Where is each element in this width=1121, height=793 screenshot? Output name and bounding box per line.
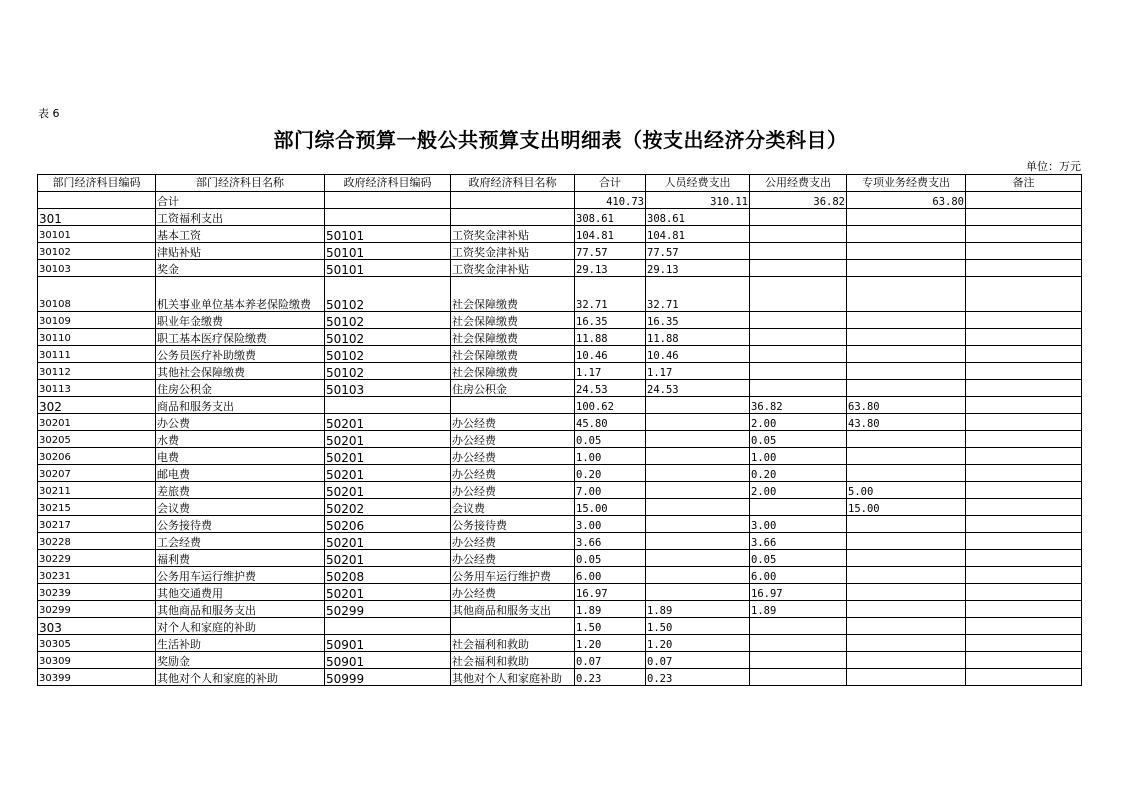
cell-gov-name <box>451 397 575 414</box>
cell-personnel: 10.46 <box>646 346 750 363</box>
cell-name: 基本工资 <box>156 226 325 243</box>
category-row <box>38 397 1082 414</box>
cell-remark <box>966 312 1082 329</box>
cell-code: 30299 <box>38 601 156 618</box>
cell-special <box>847 312 966 329</box>
cell-code: 30309 <box>38 652 156 669</box>
cell-personnel <box>646 567 750 584</box>
cell-public <box>750 618 847 635</box>
cell-name: 工资福利支出 <box>156 209 325 226</box>
cell-special <box>847 533 966 550</box>
cell-remark <box>966 465 1082 482</box>
cell-public: 1.00 <box>750 448 847 465</box>
cell-special <box>847 363 966 380</box>
cell-special: 63.80 <box>847 397 966 414</box>
table-row <box>38 260 1082 277</box>
cell-personnel <box>646 397 750 414</box>
cell-gov-name: 其他商品和服务支出 <box>451 601 575 618</box>
col-header-dept-name: 部门经济科目名称 <box>156 175 325 192</box>
cell-public: 2.00 <box>750 482 847 499</box>
cell-public <box>750 277 847 312</box>
table-row <box>38 652 1082 669</box>
cell-code: 30201 <box>38 414 156 431</box>
table-row <box>38 448 1082 465</box>
cell-remark <box>966 209 1082 226</box>
cell-name: 邮电费 <box>156 465 325 482</box>
cell-gov-name: 社会福利和救助 <box>451 635 575 652</box>
cell-public <box>750 209 847 226</box>
cell-total: 77.57 <box>575 243 646 260</box>
cell-remark <box>966 584 1082 601</box>
cell-gov-name: 办公经费 <box>451 584 575 601</box>
cell-remark <box>966 243 1082 260</box>
cell-gov-code: 50102 <box>325 329 451 346</box>
cell-special <box>847 635 966 652</box>
cell-remark <box>966 277 1082 312</box>
cell-code: 30103 <box>38 260 156 277</box>
cell-gov-name: 社会保障缴费 <box>451 312 575 329</box>
table-row <box>38 465 1082 482</box>
cell-public: 16.97 <box>750 584 847 601</box>
cell-public: 2.00 <box>750 414 847 431</box>
cell-gov-code: 50102 <box>325 312 451 329</box>
cell-name: 其他社会保障缴费 <box>156 363 325 380</box>
cell-gov-name: 办公经费 <box>451 550 575 567</box>
cell-special <box>847 431 966 448</box>
cell-code: 30229 <box>38 550 156 567</box>
cell-personnel: 104.81 <box>646 226 750 243</box>
cell-total: 6.00 <box>575 567 646 584</box>
cell-remark <box>966 414 1082 431</box>
table-row <box>38 499 1082 516</box>
cell-special <box>847 329 966 346</box>
cell-special <box>847 669 966 686</box>
cell-public <box>750 635 847 652</box>
cell-public <box>750 312 847 329</box>
cell-code: 30111 <box>38 346 156 363</box>
cell-personnel: 1.20 <box>646 635 750 652</box>
cell-gov-code: 50901 <box>325 652 451 669</box>
cell-code: 30206 <box>38 448 156 465</box>
cell-remark <box>966 363 1082 380</box>
cell-name: 津贴补贴 <box>156 243 325 260</box>
cell-gov-code <box>325 192 451 209</box>
cell-gov-name: 办公经费 <box>451 414 575 431</box>
col-header-public: 公用经费支出 <box>750 175 847 192</box>
cell-gov-code: 50201 <box>325 431 451 448</box>
cell-code: 30211 <box>38 482 156 499</box>
cell-name: 职业年金缴费 <box>156 312 325 329</box>
cell-personnel <box>646 499 750 516</box>
cell-gov-code: 50299 <box>325 601 451 618</box>
cell-personnel <box>646 482 750 499</box>
cell-remark <box>966 601 1082 618</box>
cell-public <box>750 652 847 669</box>
cell-gov-code: 50202 <box>325 499 451 516</box>
table-row <box>38 226 1082 243</box>
cell-remark <box>966 499 1082 516</box>
cell-personnel: 32.71 <box>646 277 750 312</box>
category-row <box>38 209 1082 226</box>
cell-name: 差旅费 <box>156 482 325 499</box>
cell-code: 302 <box>38 397 156 414</box>
cell-remark <box>966 329 1082 346</box>
cell-special <box>847 652 966 669</box>
cell-code: 30113 <box>38 380 156 397</box>
cell-public: 3.00 <box>750 516 847 533</box>
cell-personnel: 16.35 <box>646 312 750 329</box>
cell-code: 30109 <box>38 312 156 329</box>
cell-total: 16.35 <box>575 312 646 329</box>
cell-remark <box>966 618 1082 635</box>
cell-code: 301 <box>38 209 156 226</box>
cell-name: 电费 <box>156 448 325 465</box>
cell-total: 11.88 <box>575 329 646 346</box>
cell-special <box>847 260 966 277</box>
cell-gov-name: 社会保障缴费 <box>451 346 575 363</box>
cell-name: 工会经费 <box>156 533 325 550</box>
cell-special <box>847 584 966 601</box>
cell-gov-code: 50201 <box>325 448 451 465</box>
cell-public: 0.05 <box>750 550 847 567</box>
table-row <box>38 550 1082 567</box>
cell-gov-name: 办公经费 <box>451 465 575 482</box>
cell-gov-code: 50206 <box>325 516 451 533</box>
cell-public <box>750 669 847 686</box>
cell-gov-name <box>451 618 575 635</box>
cell-gov-name: 工资奖金津补贴 <box>451 260 575 277</box>
cell-total: 1.89 <box>575 601 646 618</box>
cell-name: 其他对个人和家庭的补助 <box>156 669 325 686</box>
cell-special: 63.80 <box>847 192 966 209</box>
cell-total: 104.81 <box>575 226 646 243</box>
cell-total: 410.73 <box>575 192 646 209</box>
table-row <box>38 277 1082 312</box>
cell-special <box>847 226 966 243</box>
cell-gov-name <box>451 192 575 209</box>
cell-total: 0.05 <box>575 431 646 448</box>
cell-personnel <box>646 533 750 550</box>
cell-gov-code <box>325 397 451 414</box>
cell-gov-name: 社会保障缴费 <box>451 329 575 346</box>
cell-personnel: 0.07 <box>646 652 750 669</box>
table-row <box>38 533 1082 550</box>
cell-public: 1.89 <box>750 601 847 618</box>
cell-total: 1.20 <box>575 635 646 652</box>
col-header-total: 合计 <box>575 175 646 192</box>
cell-gov-name: 社会福利和救助 <box>451 652 575 669</box>
cell-name: 会议费 <box>156 499 325 516</box>
cell-public <box>750 346 847 363</box>
cell-name: 其他商品和服务支出 <box>156 601 325 618</box>
cell-remark <box>966 192 1082 209</box>
cell-special <box>847 550 966 567</box>
cell-personnel: 308.61 <box>646 209 750 226</box>
cell-gov-code: 50201 <box>325 465 451 482</box>
cell-personnel: 310.11 <box>646 192 750 209</box>
table-row <box>38 329 1082 346</box>
cell-personnel: 0.23 <box>646 669 750 686</box>
cell-gov-code: 50101 <box>325 243 451 260</box>
cell-public: 3.66 <box>750 533 847 550</box>
table-row <box>38 601 1082 618</box>
table-row <box>38 380 1082 397</box>
cell-remark <box>966 260 1082 277</box>
cell-remark <box>966 516 1082 533</box>
cell-special: 5.00 <box>847 482 966 499</box>
cell-special <box>847 601 966 618</box>
col-header-personnel: 人员经费支出 <box>646 175 750 192</box>
cell-gov-name: 公务接待费 <box>451 516 575 533</box>
cell-personnel <box>646 550 750 567</box>
cell-remark <box>966 448 1082 465</box>
cell-gov-code: 50201 <box>325 584 451 601</box>
cell-total: 3.66 <box>575 533 646 550</box>
cell-total: 32.71 <box>575 277 646 312</box>
cell-remark <box>966 397 1082 414</box>
cell-gov-code: 50103 <box>325 380 451 397</box>
cell-remark <box>966 550 1082 567</box>
cell-total: 1.00 <box>575 448 646 465</box>
cell-total: 15.00 <box>575 499 646 516</box>
cell-special <box>847 209 966 226</box>
cell-public: 36.82 <box>750 397 847 414</box>
cell-gov-code: 50201 <box>325 482 451 499</box>
col-header-gov-code: 政府经济科目编码 <box>325 175 451 192</box>
cell-gov-code: 50101 <box>325 260 451 277</box>
cell-gov-code: 50201 <box>325 414 451 431</box>
cell-public <box>750 380 847 397</box>
cell-gov-name: 办公经费 <box>451 482 575 499</box>
cell-remark <box>966 431 1082 448</box>
table-row <box>38 312 1082 329</box>
table-row <box>38 567 1082 584</box>
col-header-special: 专项业务经费支出 <box>847 175 966 192</box>
cell-code: 30228 <box>38 533 156 550</box>
cell-total: 1.17 <box>575 363 646 380</box>
cell-gov-name: 社会保障缴费 <box>451 363 575 380</box>
cell-gov-code: 50102 <box>325 277 451 312</box>
cell-total: 0.20 <box>575 465 646 482</box>
document-title: 部门综合预算一般公共预算支出明细表（按支出经济分类科目） <box>273 128 848 152</box>
cell-public <box>750 260 847 277</box>
cell-code: 30231 <box>38 567 156 584</box>
cell-gov-name: 社会保障缴费 <box>451 277 575 312</box>
expenditure-table <box>37 174 1082 686</box>
cell-code: 30239 <box>38 584 156 601</box>
cell-gov-code: 50201 <box>325 550 451 567</box>
cell-public <box>750 499 847 516</box>
cell-code: 30207 <box>38 465 156 482</box>
cell-personnel: 1.89 <box>646 601 750 618</box>
cell-gov-name: 公务用车运行维护费 <box>451 567 575 584</box>
table-row <box>38 431 1082 448</box>
cell-special <box>847 465 966 482</box>
table-label: 表 6 <box>38 107 60 120</box>
cell-gov-name: 办公经费 <box>451 533 575 550</box>
cell-remark <box>966 567 1082 584</box>
cell-remark <box>966 346 1082 363</box>
table-row <box>38 516 1082 533</box>
cell-special: 15.00 <box>847 499 966 516</box>
cell-total: 10.46 <box>575 346 646 363</box>
cell-total: 308.61 <box>575 209 646 226</box>
cell-remark <box>966 635 1082 652</box>
cell-total: 7.00 <box>575 482 646 499</box>
cell-code: 30215 <box>38 499 156 516</box>
cell-code: 30110 <box>38 329 156 346</box>
cell-gov-name: 办公经费 <box>451 431 575 448</box>
cell-code: 30399 <box>38 669 156 686</box>
table-row <box>38 346 1082 363</box>
cell-remark <box>966 226 1082 243</box>
cell-name: 福利费 <box>156 550 325 567</box>
cell-gov-name: 工资奖金津补贴 <box>451 243 575 260</box>
cell-name: 水费 <box>156 431 325 448</box>
cell-gov-code: 50102 <box>325 363 451 380</box>
cell-public <box>750 363 847 380</box>
cell-name: 奖励金 <box>156 652 325 669</box>
cell-total: 29.13 <box>575 260 646 277</box>
cell-code: 30102 <box>38 243 156 260</box>
cell-total: 100.62 <box>575 397 646 414</box>
cell-public: 36.82 <box>750 192 847 209</box>
cell-gov-code: 50999 <box>325 669 451 686</box>
cell-code: 30108 <box>38 277 156 312</box>
cell-personnel <box>646 448 750 465</box>
col-header-dept-code: 部门经济科目编码 <box>38 175 156 192</box>
cell-gov-code: 50901 <box>325 635 451 652</box>
cell-total: 16.97 <box>575 584 646 601</box>
cell-total: 0.07 <box>575 652 646 669</box>
cell-personnel: 29.13 <box>646 260 750 277</box>
table-row <box>38 414 1082 431</box>
cell-special <box>847 618 966 635</box>
cell-name: 奖金 <box>156 260 325 277</box>
cell-personnel: 1.17 <box>646 363 750 380</box>
cell-personnel <box>646 516 750 533</box>
cell-code <box>38 192 156 209</box>
cell-special <box>847 277 966 312</box>
table-row <box>38 584 1082 601</box>
cell-total: 3.00 <box>575 516 646 533</box>
col-header-gov-name: 政府经济科目名称 <box>451 175 575 192</box>
cell-remark <box>966 652 1082 669</box>
cell-special: 43.80 <box>847 414 966 431</box>
cell-code: 30101 <box>38 226 156 243</box>
cell-gov-name <box>451 209 575 226</box>
cell-name: 住房公积金 <box>156 380 325 397</box>
cell-name: 公务员医疗补助缴费 <box>156 346 325 363</box>
cell-personnel <box>646 414 750 431</box>
cell-remark <box>966 533 1082 550</box>
unit-label: 单位：万元 <box>1026 160 1081 173</box>
cell-name: 生活补助 <box>156 635 325 652</box>
cell-gov-name: 办公经费 <box>451 448 575 465</box>
cell-personnel: 77.57 <box>646 243 750 260</box>
cell-code: 30205 <box>38 431 156 448</box>
cell-remark <box>966 380 1082 397</box>
cell-personnel: 11.88 <box>646 329 750 346</box>
cell-name: 其他交通费用 <box>156 584 325 601</box>
cell-gov-code: 50201 <box>325 533 451 550</box>
cell-gov-name: 工资奖金津补贴 <box>451 226 575 243</box>
cell-special <box>847 380 966 397</box>
cell-total: 45.80 <box>575 414 646 431</box>
cell-remark <box>966 669 1082 686</box>
cell-name: 公务用车运行维护费 <box>156 567 325 584</box>
cell-remark <box>966 482 1082 499</box>
cell-public <box>750 226 847 243</box>
cell-special <box>847 346 966 363</box>
cell-gov-code: 50102 <box>325 346 451 363</box>
cell-name: 职工基本医疗保险缴费 <box>156 329 325 346</box>
cell-total: 0.23 <box>575 669 646 686</box>
cell-gov-code <box>325 209 451 226</box>
cell-public <box>750 243 847 260</box>
cell-code: 303 <box>38 618 156 635</box>
cell-name: 对个人和家庭的补助 <box>156 618 325 635</box>
cell-special <box>847 448 966 465</box>
cell-personnel: 24.53 <box>646 380 750 397</box>
cell-gov-name: 其他对个人和家庭补助 <box>451 669 575 686</box>
cell-public <box>750 329 847 346</box>
cell-personnel <box>646 584 750 601</box>
cell-personnel <box>646 465 750 482</box>
table-row <box>38 363 1082 380</box>
cell-name: 合计 <box>156 192 325 209</box>
cell-public: 0.20 <box>750 465 847 482</box>
cell-gov-code: 50208 <box>325 567 451 584</box>
header-row <box>38 175 1082 192</box>
cell-gov-name: 住房公积金 <box>451 380 575 397</box>
cell-name: 商品和服务支出 <box>156 397 325 414</box>
cell-gov-code: 50101 <box>325 226 451 243</box>
cell-special <box>847 516 966 533</box>
col-header-remark: 备注 <box>966 175 1082 192</box>
cell-code: 30217 <box>38 516 156 533</box>
table-row <box>38 482 1082 499</box>
cell-public: 6.00 <box>750 567 847 584</box>
category-row <box>38 618 1082 635</box>
total-row <box>38 192 1082 209</box>
cell-name: 公务接待费 <box>156 516 325 533</box>
cell-total: 0.05 <box>575 550 646 567</box>
cell-personnel: 1.50 <box>646 618 750 635</box>
table-row <box>38 669 1082 686</box>
cell-code: 30112 <box>38 363 156 380</box>
cell-special <box>847 567 966 584</box>
cell-name: 机关事业单位基本养老保险缴费 <box>156 277 325 312</box>
cell-special <box>847 243 966 260</box>
cell-total: 1.50 <box>575 618 646 635</box>
cell-gov-name: 会议费 <box>451 499 575 516</box>
cell-code: 30305 <box>38 635 156 652</box>
cell-personnel <box>646 431 750 448</box>
cell-public: 0.05 <box>750 431 847 448</box>
table-row <box>38 635 1082 652</box>
cell-gov-code <box>325 618 451 635</box>
table-row <box>38 243 1082 260</box>
cell-total: 24.53 <box>575 380 646 397</box>
cell-name: 办公费 <box>156 414 325 431</box>
